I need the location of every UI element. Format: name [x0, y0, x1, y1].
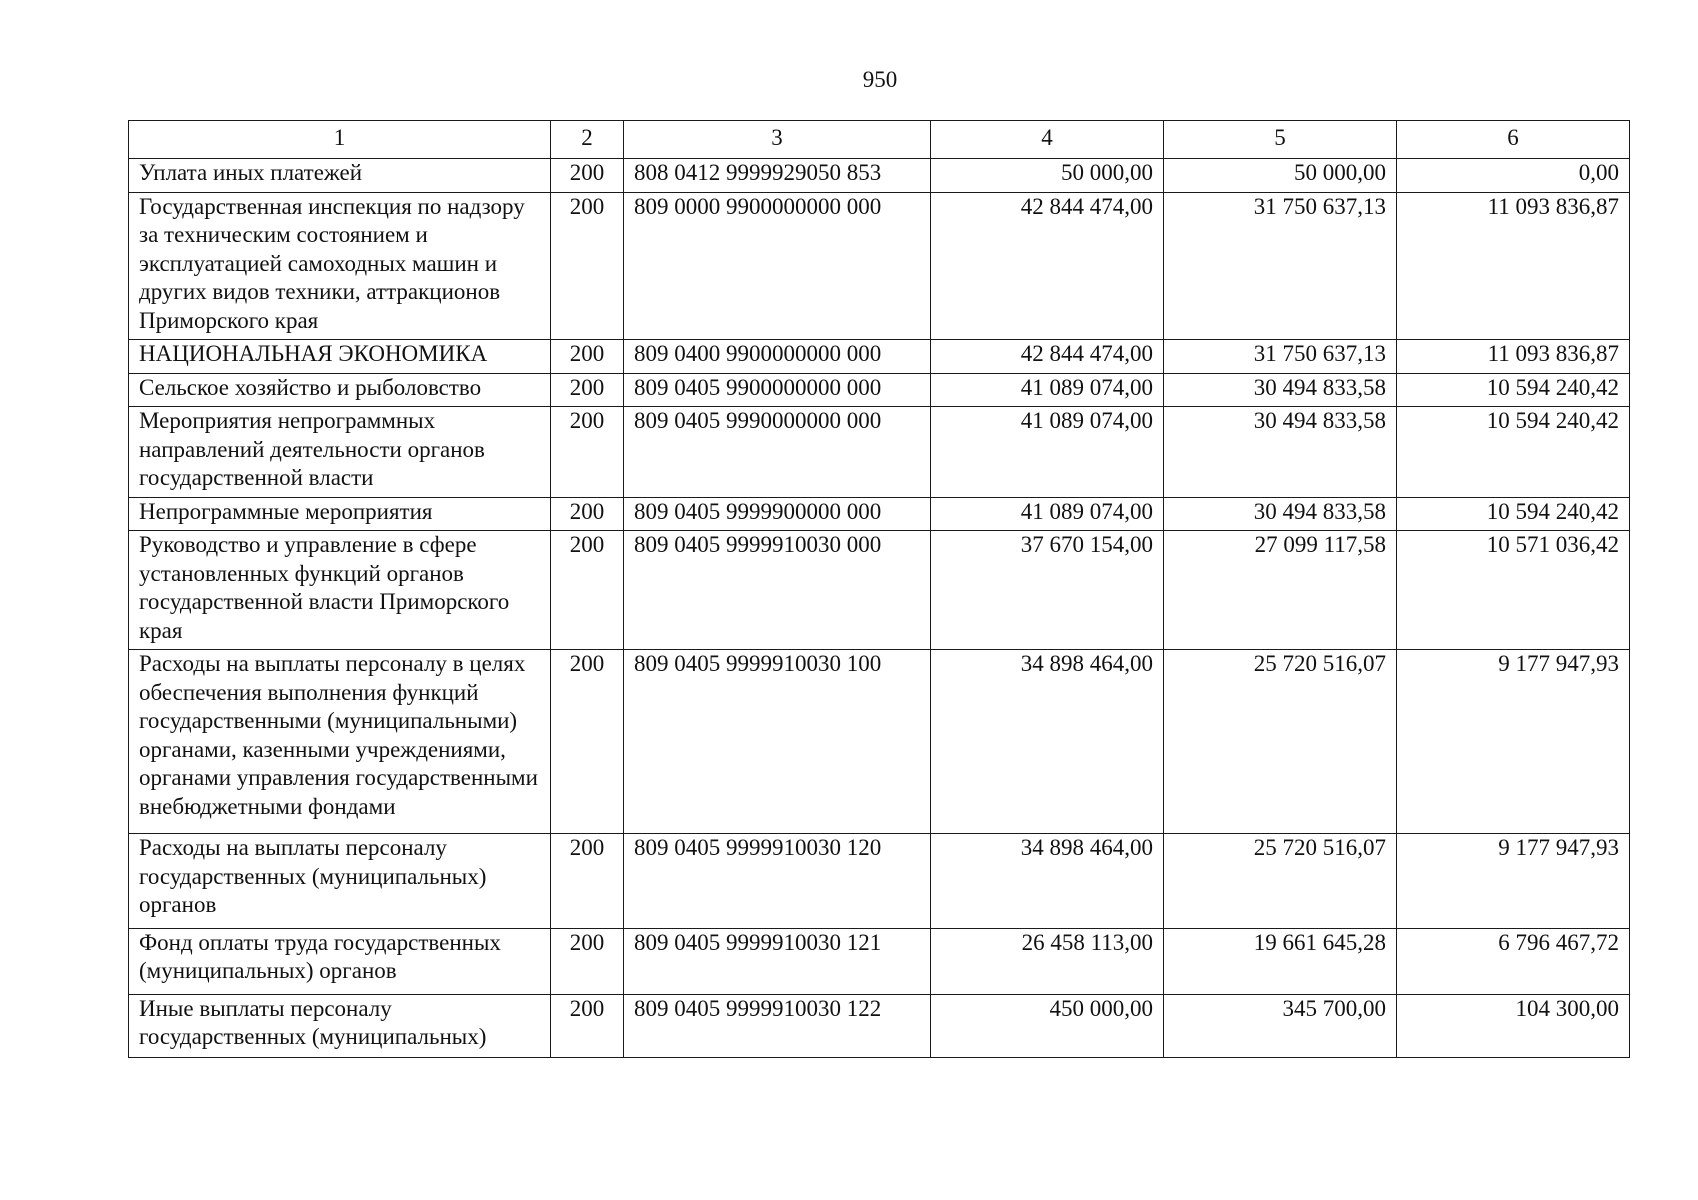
- row-grbs-code: 200: [551, 650, 624, 834]
- table-row: [129, 650, 1630, 834]
- row-planned-amount: 37 670 154,00: [931, 531, 1164, 650]
- row-executed-amount: 19 661 645,28: [1164, 928, 1397, 994]
- row-executed-amount: 345 700,00: [1164, 994, 1397, 1057]
- row-remainder-amount: 9 177 947,93: [1397, 834, 1630, 929]
- row-name: НАЦИОНАЛЬНАЯ ЭКОНОМИКА: [129, 340, 551, 374]
- row-remainder-amount: 9 177 947,93: [1397, 650, 1630, 834]
- row-budget-code: 809 0000 9900000000 000: [624, 192, 931, 340]
- row-executed-amount: 30 494 833,58: [1164, 373, 1397, 407]
- row-executed-amount: 50 000,00: [1164, 159, 1397, 193]
- row-grbs-code: 200: [551, 159, 624, 193]
- row-executed-amount: 25 720 516,07: [1164, 650, 1397, 834]
- row-remainder-amount: 11 093 836,87: [1397, 340, 1630, 374]
- row-grbs-code: 200: [551, 407, 624, 498]
- row-remainder-amount: 104 300,00: [1397, 994, 1630, 1057]
- table-row: [129, 407, 1630, 498]
- row-grbs-code: 200: [551, 340, 624, 374]
- row-planned-amount: 42 844 474,00: [931, 340, 1164, 374]
- column-header-2: 2: [551, 121, 624, 159]
- row-budget-code: 809 0400 9900000000 000: [624, 340, 931, 374]
- page-number: 950: [862, 67, 898, 92]
- row-budget-code: 809 0405 9999910030 120: [624, 834, 931, 929]
- row-grbs-code: 200: [551, 192, 624, 340]
- row-remainder-amount: 10 594 240,42: [1397, 373, 1630, 407]
- table-row: [129, 373, 1630, 407]
- table-row: [129, 531, 1630, 650]
- column-header-3: 3: [624, 121, 931, 159]
- row-remainder-amount: 10 594 240,42: [1397, 497, 1630, 531]
- row-executed-amount: 30 494 833,58: [1164, 407, 1397, 498]
- row-planned-amount: 34 898 464,00: [931, 650, 1164, 834]
- table-row: [129, 994, 1630, 1057]
- row-planned-amount: 41 089 074,00: [931, 373, 1164, 407]
- row-remainder-amount: 0,00: [1397, 159, 1630, 193]
- row-budget-code: 809 0405 9990000000 000: [624, 407, 931, 498]
- row-name: Уплата иных платежей: [129, 159, 551, 193]
- table-row: [129, 192, 1630, 340]
- row-name: Фонд оплаты труда государственных (муниципальных) органов: [129, 928, 551, 994]
- row-budget-code: 809 0405 9999910030 122: [624, 994, 931, 1057]
- row-planned-amount: 450 000,00: [931, 994, 1164, 1057]
- row-executed-amount: 25 720 516,07: [1164, 834, 1397, 929]
- row-grbs-code: 200: [551, 497, 624, 531]
- row-executed-amount: 31 750 637,13: [1164, 192, 1397, 340]
- row-name: Государственная инспекция по надзору за техническим состоянием и эксплуатацией самоходных машин и других видов техники, аттракционов Приморского края: [129, 192, 551, 340]
- table-row: [129, 928, 1630, 994]
- row-executed-amount: 30 494 833,58: [1164, 497, 1397, 531]
- row-planned-amount: 34 898 464,00: [931, 834, 1164, 929]
- row-remainder-amount: 6 796 467,72: [1397, 928, 1630, 994]
- row-name: Сельское хозяйство и рыболовство: [129, 373, 551, 407]
- row-executed-amount: 27 099 117,58: [1164, 531, 1397, 650]
- row-budget-code: 809 0405 9999910030 121: [624, 928, 931, 994]
- row-name: Расходы на выплаты персоналу в целях обеспечения выполнения функций государственными (муниципальными) органами, казенными учреждениями, органами управления государственными внебюджетными фондами: [129, 650, 551, 834]
- row-grbs-code: 200: [551, 373, 624, 407]
- budget-execution-table: [128, 120, 1630, 1058]
- table-row: [129, 159, 1630, 193]
- row-planned-amount: 41 089 074,00: [931, 407, 1164, 498]
- row-budget-code: 809 0405 9999900000 000: [624, 497, 931, 531]
- row-name: Непрограммные мероприятия: [129, 497, 551, 531]
- row-executed-amount: 31 750 637,13: [1164, 340, 1397, 374]
- table-row: [129, 834, 1630, 929]
- row-budget-code: 808 0412 9999929050 853: [624, 159, 931, 193]
- row-grbs-code: 200: [551, 531, 624, 650]
- table-row: [129, 497, 1630, 531]
- row-planned-amount: 26 458 113,00: [931, 928, 1164, 994]
- row-budget-code: 809 0405 9999910030 100: [624, 650, 931, 834]
- row-remainder-amount: 10 594 240,42: [1397, 407, 1630, 498]
- table-row: [129, 340, 1630, 374]
- row-budget-code: 809 0405 9900000000 000: [624, 373, 931, 407]
- column-header-1: 1: [129, 121, 551, 159]
- column-header-5: 5: [1164, 121, 1397, 159]
- row-remainder-amount: 11 093 836,87: [1397, 192, 1630, 340]
- row-planned-amount: 41 089 074,00: [931, 497, 1164, 531]
- table-header-row: [129, 121, 1630, 159]
- row-budget-code: 809 0405 9999910030 000: [624, 531, 931, 650]
- column-header-4: 4: [931, 121, 1164, 159]
- row-grbs-code: 200: [551, 928, 624, 994]
- column-header-6: 6: [1397, 121, 1630, 159]
- row-name: Мероприятия непрограммных направлений деятельности органов государственной власти: [129, 407, 551, 498]
- row-grbs-code: 200: [551, 834, 624, 929]
- row-grbs-code: 200: [551, 994, 624, 1057]
- row-planned-amount: 50 000,00: [931, 159, 1164, 193]
- row-name: Иные выплаты персоналу государственных (муниципальных): [129, 994, 551, 1057]
- row-remainder-amount: 10 571 036,42: [1397, 531, 1630, 650]
- row-planned-amount: 42 844 474,00: [931, 192, 1164, 340]
- row-name: Расходы на выплаты персоналу государственных (муниципальных) органов: [129, 834, 551, 929]
- row-name: Руководство и управление в сфере установленных функций органов государственной власти Приморского края: [129, 531, 551, 650]
